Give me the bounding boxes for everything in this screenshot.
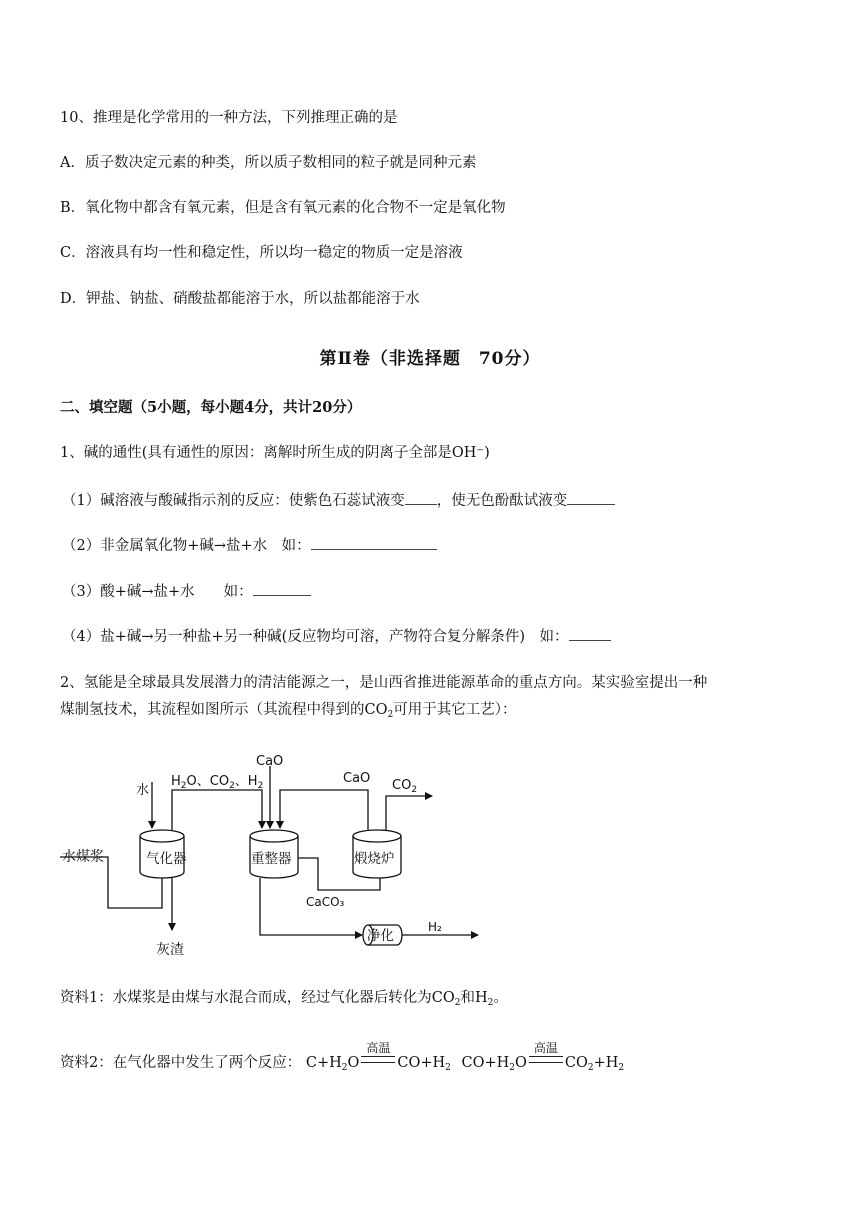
- ref1-text-b: 和H: [460, 990, 488, 1006]
- q1-sub4: [62, 626, 611, 647]
- q1-sub1-text-b: ，使无色酚酞试液变: [436, 493, 568, 509]
- r1-right-a: CO+H: [397, 1055, 446, 1071]
- reference-2: [60, 1041, 625, 1078]
- q2-line1: 2、氢能是全球最具发展潜力的清洁能源之一，是山西省推进能源革命的重点方向。某实验室提出一种: [60, 675, 708, 691]
- label-slurry: 水煤浆: [62, 849, 104, 865]
- flow-diagram: [0, 740, 860, 970]
- section2-heading: 二、填空题（5小题，每小题4分，共计20分）: [60, 399, 362, 416]
- reaction-1: [305, 1041, 451, 1073]
- mix-comma-h: 、H: [234, 774, 258, 789]
- q10-option-b: B．氧化物中都含有氧元素，但是含有氧元素的化合物不一定是氧化物: [60, 200, 506, 216]
- r1-left-sub: 2: [341, 1063, 348, 1073]
- r1-right-sub: 2: [445, 1063, 451, 1073]
- answer-blank[interactable]: [311, 535, 437, 550]
- label-purify: 净化: [367, 928, 394, 944]
- label-gasifier: 气化器: [146, 851, 187, 867]
- ref1-sub2: 2: [487, 998, 494, 1008]
- r2-left-sub: 2: [509, 1063, 515, 1073]
- cond-high-temp: 高温: [533, 1041, 558, 1055]
- label-h2-out: H₂: [428, 920, 442, 934]
- reaction-1-condition: [361, 1041, 395, 1073]
- answer-blank[interactable]: [569, 626, 611, 641]
- ref1-text-a: 资料1：水煤浆是由煤与水混合而成，经过气化器后转化为CO: [60, 990, 455, 1006]
- r2-left-a: CO+H: [461, 1055, 510, 1071]
- mix-h2-sub: 2: [257, 781, 264, 791]
- r2-right-a: CO: [564, 1055, 588, 1071]
- q2-line2-text-a: 煤制氢技术，其流程如图所示（其流程中得到的CO: [60, 702, 388, 718]
- ref2-prefix: 资料2：在气化器中发生了两个反应：: [60, 1055, 302, 1071]
- r2-left-b: O: [515, 1055, 527, 1071]
- label-co2-out: [392, 778, 417, 795]
- q1-sub3: [62, 581, 311, 602]
- q2-line2-text-b: 可用于其它工艺）：: [393, 702, 517, 718]
- answer-blank[interactable]: [567, 490, 615, 505]
- q1-sub3-text: （3）酸+碱→盐+水 如：: [62, 584, 253, 600]
- label-cao-right: CaO: [343, 771, 371, 786]
- r2-right-sub2: 2: [618, 1063, 625, 1073]
- answer-blank[interactable]: [253, 581, 311, 596]
- q1-sub1-text-a: （1）碱溶液与酸碱指示剂的反应：使紫色石蕊试液变: [62, 493, 405, 509]
- answer-blank[interactable]: [405, 490, 437, 505]
- r1-left-a: C+H: [305, 1055, 342, 1071]
- reaction-2-condition: [529, 1041, 563, 1073]
- q10-option-d: D．钾盐、钠盐、硝酸盐都能溶于水，所以盐都能溶于水: [60, 291, 420, 307]
- q1-sub2-text: （2）非金属氧化物+碱→盐+水 如：: [62, 538, 311, 554]
- q2-line2-sub: 2: [387, 710, 394, 720]
- q1-sub1: [62, 490, 615, 511]
- label-reformer: 重整器: [251, 851, 292, 867]
- q1-sub4-text: （4）盐+碱→另一种盐+另一种碱(反应物均可溶，产物符合复分解条件) 如：: [62, 629, 569, 645]
- co2-text: CO: [392, 778, 412, 793]
- mix-co2-sub: 2: [229, 781, 235, 791]
- part2-title: 第Ⅱ卷（非选择题 70分）: [319, 349, 541, 369]
- q10-option-c: C．溶液具有均一性和稳定性，所以均一稳定的物质一定是溶液: [60, 245, 463, 261]
- mix-h: H: [171, 774, 181, 789]
- r2-right-sub: 2: [587, 1063, 594, 1073]
- label-cao-top: CaO: [256, 754, 284, 769]
- q1-sub2: [62, 535, 437, 556]
- q10-option-a: A．质子数决定元素的种类，所以质子数相同的粒子就是同种元素: [60, 155, 477, 171]
- ref1-sub1: 2: [454, 998, 461, 1008]
- r1-left-b: O: [347, 1055, 360, 1071]
- q1-stem: 1、碱的通性(具有通性的原因：离解时所生成的阴离子全部是OH⁻): [60, 445, 490, 461]
- label-ash: 灰渣: [156, 942, 184, 958]
- cond-high-temp: 高温: [366, 1041, 391, 1055]
- q10-stem: 10、推理是化学常用的一种方法，下列推理正确的是: [60, 110, 398, 126]
- ref1-text-c: 。: [493, 990, 508, 1006]
- q2-line2: [60, 700, 516, 725]
- label-gas-mixture: [171, 774, 263, 791]
- r2-right-b: +H: [593, 1055, 619, 1071]
- label-caco3: CaCO₃: [306, 895, 345, 909]
- label-calciner: 煅烧炉: [354, 851, 395, 867]
- reaction-2: [461, 1041, 625, 1073]
- co2-sub: 2: [411, 785, 418, 795]
- reference-1: [60, 988, 508, 1013]
- mix-o: O、CO: [186, 774, 230, 789]
- mix-h2o-sub: 2: [180, 781, 187, 791]
- label-water: 水: [136, 783, 150, 798]
